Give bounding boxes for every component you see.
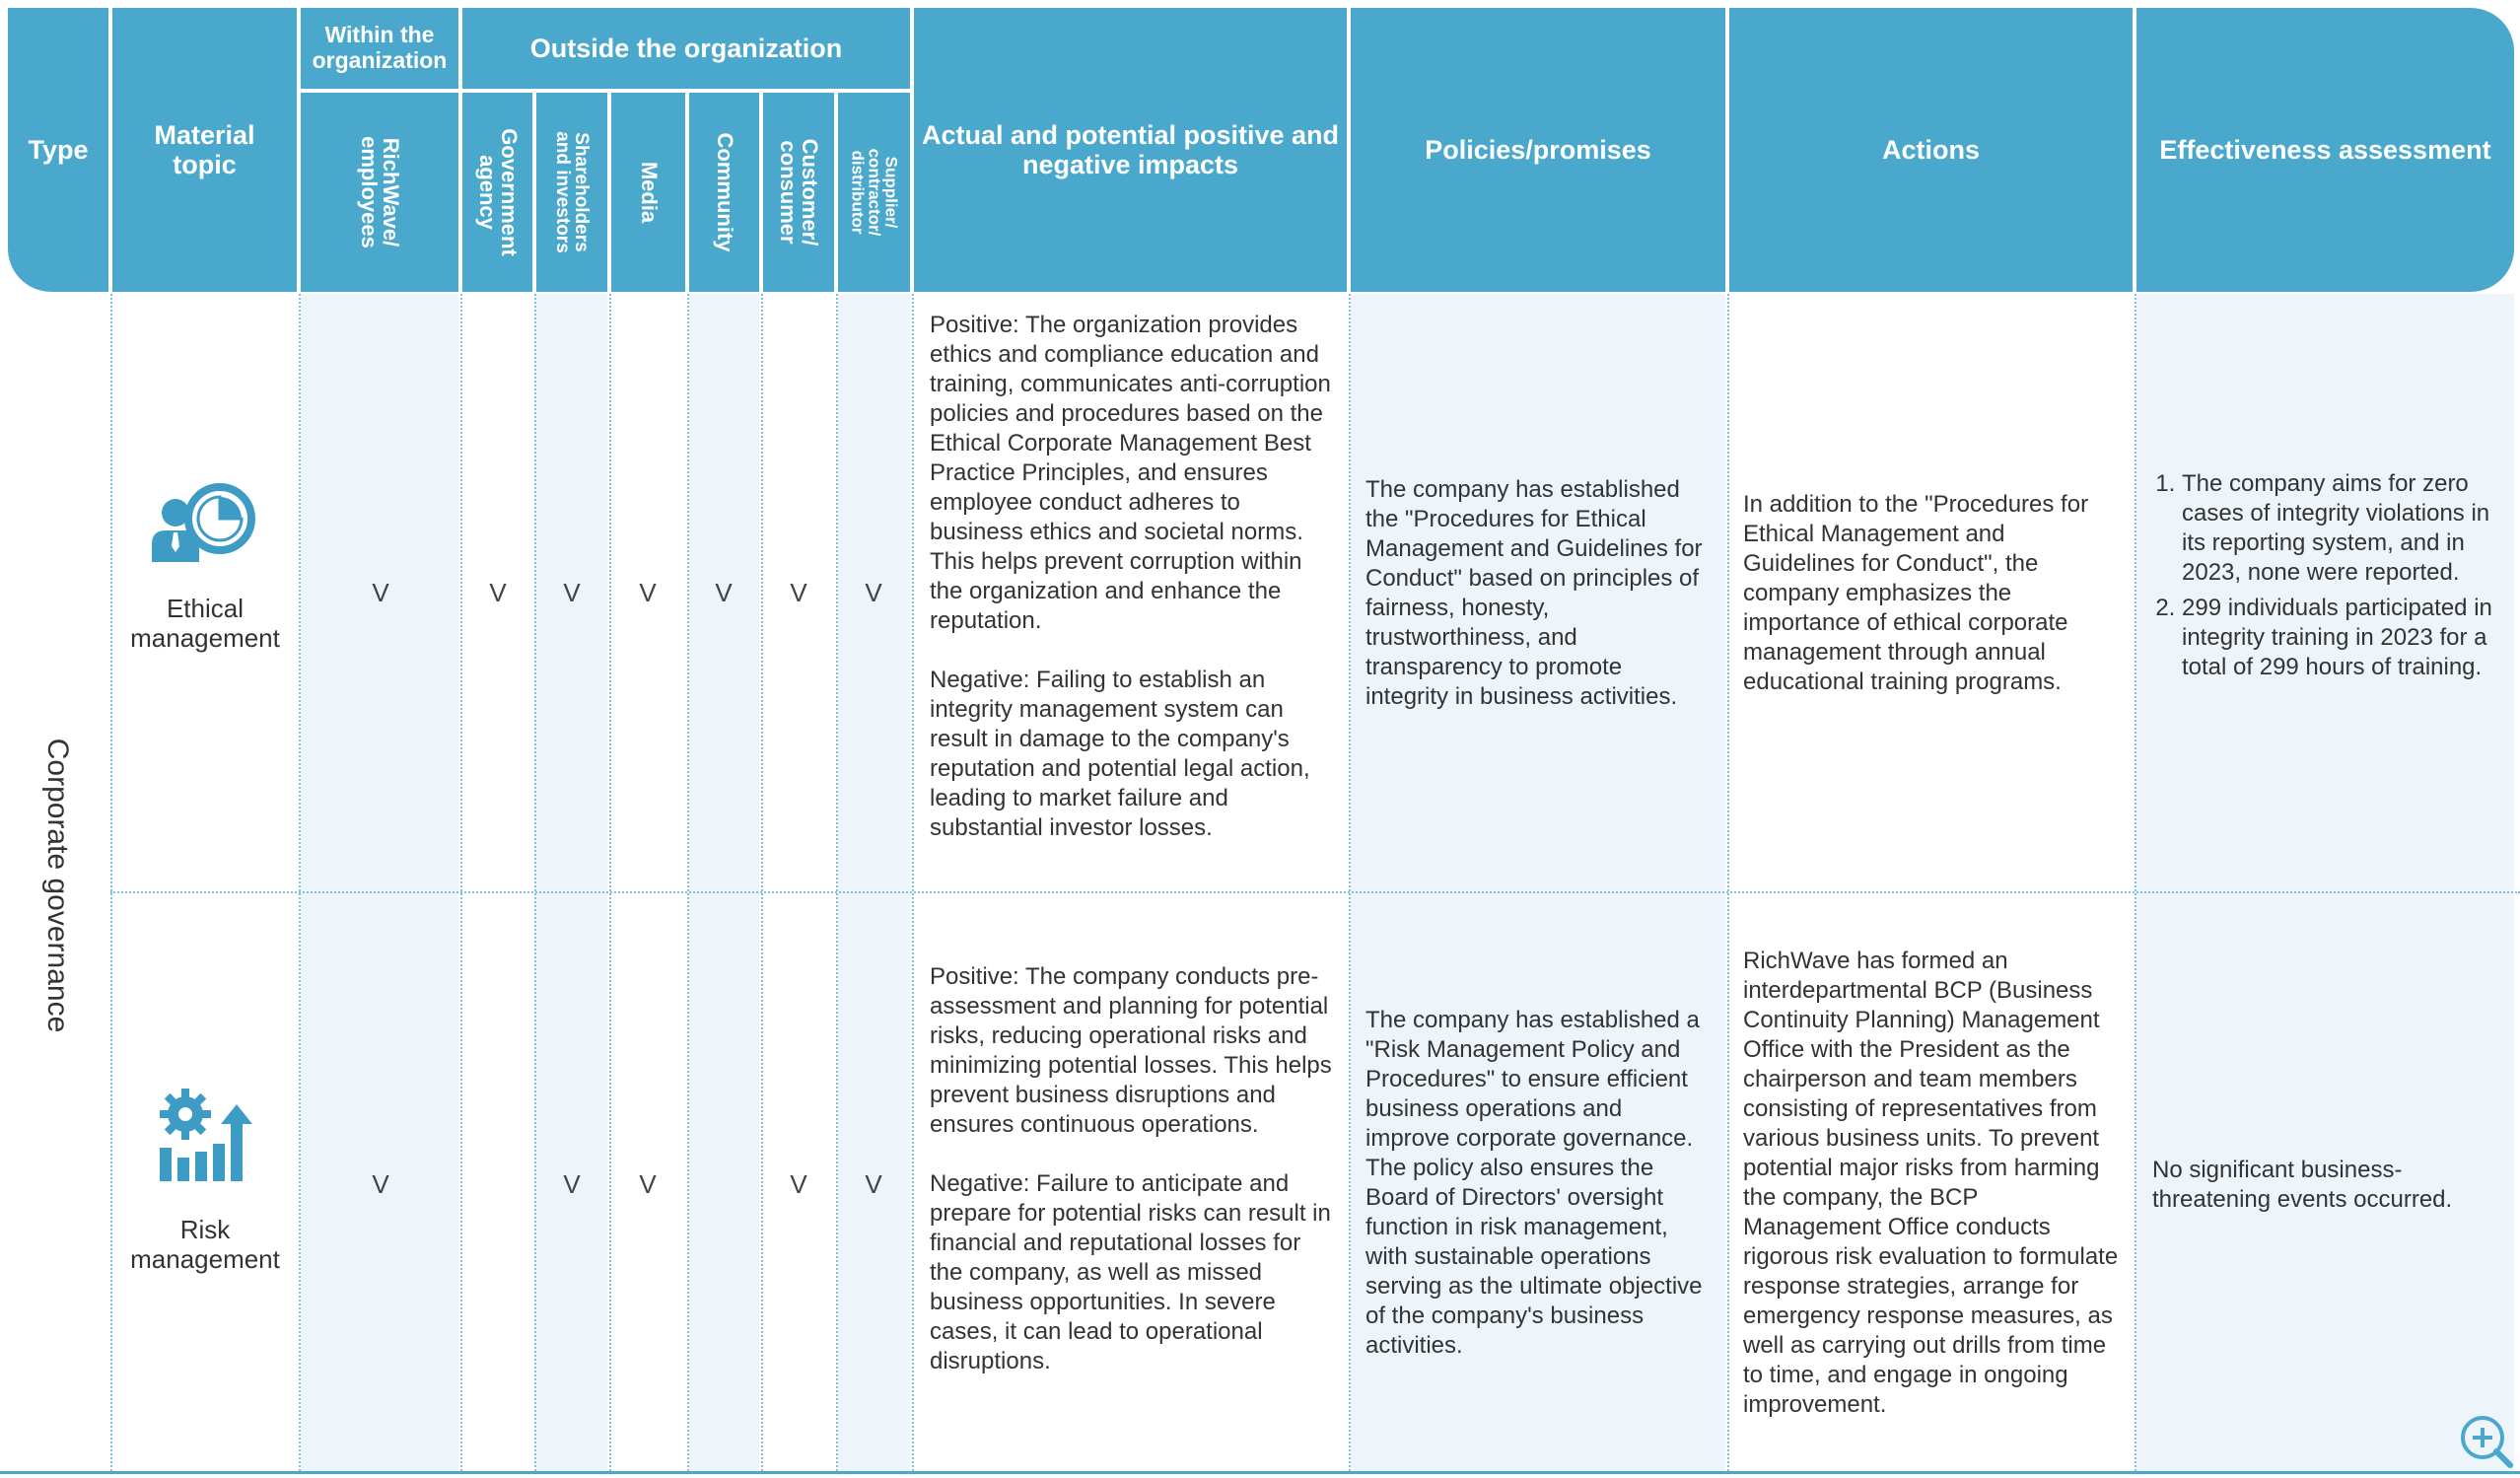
divider <box>110 294 112 1471</box>
divider <box>1349 294 1351 1471</box>
shade-shareholders <box>536 294 607 1471</box>
divider <box>460 294 462 1471</box>
divider <box>1727 294 1729 1471</box>
divider <box>912 294 914 1471</box>
header-policies: Policies/promises <box>1351 8 1725 292</box>
divider <box>2135 294 2136 1471</box>
header-type: Type <box>8 8 108 292</box>
check-employees: V <box>372 578 389 607</box>
gear-growth-chart-icon <box>156 1085 258 1183</box>
check-shareholders: V <box>563 1169 581 1199</box>
header-stakeholder-customer: Customer/ consumer <box>763 93 834 292</box>
effectiveness-item: 2. 299 individuals participated in integrity training in 2023 for a total of 299 hours of training. <box>2182 594 2505 682</box>
divider <box>609 294 611 1471</box>
divider <box>836 294 838 1471</box>
impacts-text <box>930 962 1336 1376</box>
policies-text: The company has established the "Procedures for Ethical Management and Guidelines for Conduct" based on principles of fairness, honesty, trustworthiness, and transparency to promote integrity in business activities. <box>1365 476 1703 710</box>
check-supplier: V <box>865 1169 882 1199</box>
header-outside-organization: Outside the organization <box>462 8 910 89</box>
header-stakeholder-supplier: Supplier/ contractor/ distributor <box>838 93 910 292</box>
check-media: V <box>639 1169 657 1199</box>
header-impacts: Actual and potential positive and negative impacts <box>914 8 1347 292</box>
header-effectiveness: Effectiveness assessment <box>2136 8 2514 292</box>
header-material-topic: Material topic <box>112 8 297 292</box>
negative-impact: Negative: Failure to anticipate and prepare for potential risks can result in financial and reputational losses for the company, as well as missed business opportunities. In severe cases, it can lead to operational disruptions. <box>930 1170 1331 1374</box>
user-chart-icon <box>148 475 262 564</box>
shade-community <box>689 294 759 1471</box>
header-stakeholder-government: Government agency <box>462 93 532 292</box>
divider <box>299 294 301 1471</box>
header-actions: Actions <box>1729 8 2133 292</box>
zoom-in-icon[interactable] <box>2459 1414 2514 1469</box>
actions-text: In addition to the "Procedures for Ethical Management and Guidelines for Conduct", the company emphasizes the importance of ethical corporate management through annual educational training programs. <box>1743 491 2089 695</box>
header-stakeholder-community: Community <box>689 93 759 292</box>
header-stakeholder-employees: RichWave/ employees <box>301 93 458 292</box>
check-media: V <box>639 578 657 607</box>
check-shareholders: V <box>563 578 581 607</box>
table-bottom-border <box>0 1471 2520 1474</box>
header-stakeholder-media: Media <box>611 93 685 292</box>
topic-risk-management: Risk management <box>130 1215 280 1274</box>
policies-text: The company has established a "Risk Management Policy and Procedures" to ensure efficient business operations and improve corporate governance. The policy also ensures the Board of Directors' oversight function in risk management, with sustainable operations serving as the ultimate objective of the company's business activities. <box>1365 1007 1703 1359</box>
divider <box>687 294 689 1471</box>
effectiveness-text: No significant business-threatening events occurred. <box>2152 1157 2453 1213</box>
topic-ethical-management: Ethical management <box>130 594 280 653</box>
positive-impact: Positive: The company conducts pre-assessment and planning for potential risks, reducing operational risks and minimizing potential losses. This helps prevent business disruptions and ensures continuous operations. <box>930 963 1332 1138</box>
negative-impact: Negative: Failing to establish an integrity management system can result in damage to the company's reputation and potential legal action, leading to market failure and substantial investor losses. <box>930 667 1310 841</box>
type-value: Corporate governance <box>41 738 74 1033</box>
positive-impact: Positive: The organization provides ethics and compliance education and training, communicates anti-corruption policies and procedures based on the Ethical Corporate Management Best Practice Principles, and ensures employee conduct adheres to business ethics and societal norms. This helps prevent corruption within the organization and enhance the reputation. <box>930 312 1331 634</box>
check-customer: V <box>790 1169 807 1199</box>
actions-text: RichWave has formed an interdepartmental BCP (Business Continuity Planning) Management Office with the President as the chairperson and team members consisting of representatives from various business units. To prevent potential major risks from harming the company, the BCP Management Office conducts rigorous risk evaluation to formulate response strategies, arrange for emergency response measures, as well as carrying out drills from time to time, and engage in ongoing improvement. <box>1743 948 2119 1418</box>
check-community: V <box>715 578 733 607</box>
effectiveness-item: 1. The company aims for zero cases of integrity violations in its reporting system, and in 2023, none were reported. <box>2182 469 2505 588</box>
check-customer: V <box>790 578 807 607</box>
header-stakeholder-shareholders: Shareholders and investors <box>536 93 607 292</box>
check-supplier: V <box>865 578 882 607</box>
check-employees: V <box>372 1169 389 1199</box>
effectiveness-text <box>2152 469 2505 688</box>
divider <box>534 294 536 1471</box>
shade-supplier <box>838 294 910 1471</box>
divider <box>761 294 763 1471</box>
impacts-text <box>930 311 1336 843</box>
header-within-organization: Within the organization <box>301 8 458 89</box>
check-government: V <box>489 578 507 607</box>
row-divider <box>110 891 2520 893</box>
shade-within <box>301 294 458 1471</box>
